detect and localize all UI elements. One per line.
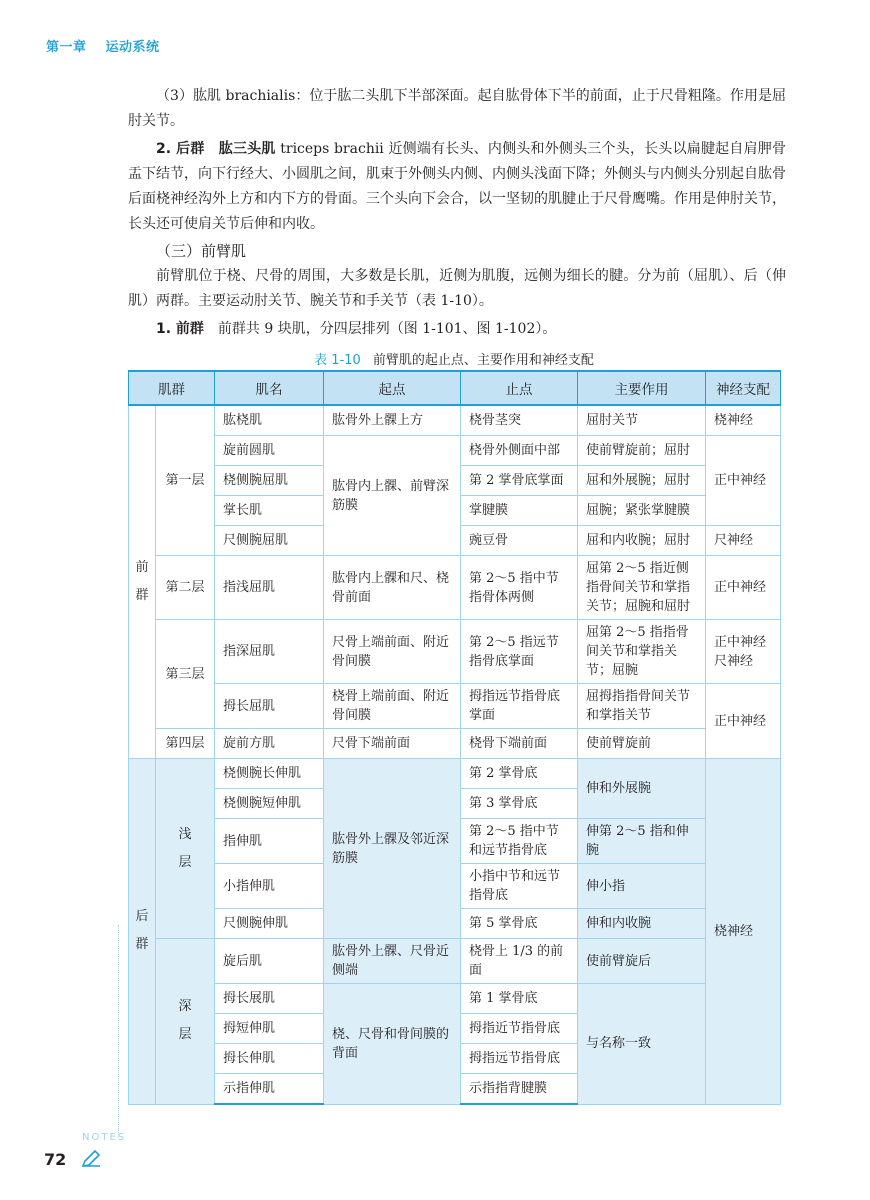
table-number: 表 1-10 (314, 353, 361, 368)
chapter-number: 第一章 (46, 40, 87, 55)
action-cell: 使前臂旋后 (578, 939, 706, 984)
insertion-cell: 第 3 掌骨底 (461, 789, 578, 819)
muscle-name: 拇短伸肌 (215, 1014, 324, 1044)
table-row (129, 684, 781, 729)
origin-cell: 桡、尺骨和骨间膜的背面 (324, 984, 461, 1105)
action-cell: 屈肘关节 (578, 405, 706, 436)
nerve-cell: 桡神经 (706, 405, 781, 436)
origin-cell: 桡骨上端前面、附近骨间膜 (324, 684, 461, 729)
insertion-cell: 示指指背腱膜 (461, 1074, 578, 1105)
insertion-cell: 第 2～5 指中节和远节指骨底 (461, 819, 578, 864)
insertion-cell: 小指中节和远节指骨底 (461, 864, 578, 909)
layer-3-cell: 第三层 (156, 620, 215, 729)
body-text (128, 84, 786, 342)
insertion-cell: 拇指近节指骨底 (461, 1014, 578, 1044)
action-cell: 使前臂旋前 (578, 729, 706, 759)
posterior-group-text: triceps brachii 近侧端有长头、内侧头和外侧头三个头，长头以扁腱起自肩胛骨盂下结节，向下行经大、小圆肌之间，肌束于外侧头内侧、内侧头浅面下降；外侧头与内侧头分别起自肱骨后面桡神经沟外上方和内下方的骨面。三个头向下会合，以一坚韧的肌腱止于尺骨鹰嘴。作用是伸肘关节，长头还可使肩关节后伸和内收。 (128, 141, 787, 232)
muscle-name: 指浅屈肌 (215, 556, 324, 620)
action-cell: 屈第 2～5 指指骨间关节和掌指关节；屈腕 (578, 620, 706, 684)
insertion-cell: 桡骨茎突 (461, 405, 578, 436)
action-cell: 屈拇指指骨间关节和掌指关节 (578, 684, 706, 729)
muscle-name: 桡侧腕屈肌 (215, 466, 324, 496)
table-row (129, 939, 781, 984)
insertion-cell: 拇指远节指骨底 (461, 1044, 578, 1074)
insertion-cell: 第 1 掌骨底 (461, 984, 578, 1014)
col-header-nerve: 神经支配 (706, 371, 781, 405)
action-cell: 使前臂旋前；屈肘 (578, 436, 706, 466)
nerve-cell: 正中神经 (706, 436, 781, 526)
table-title: 前臂肌的起止点、主要作用和神经支配 (372, 353, 594, 368)
forearm-muscle-table (128, 370, 781, 1105)
muscle-name: 尺侧腕屈肌 (215, 526, 324, 556)
muscle-name: 旋前方肌 (215, 729, 324, 759)
insertion-cell: 拇指远节指骨底掌面 (461, 684, 578, 729)
action-cell: 伸和外展腕 (578, 759, 706, 819)
table-row (129, 729, 781, 759)
insertion-cell: 桡骨外侧面中部 (461, 436, 578, 466)
shallow-layer-label: 浅层 (178, 826, 192, 870)
col-header-name: 肌名 (215, 371, 324, 405)
col-header-origin: 起点 (324, 371, 461, 405)
front-group-label: 前群 (135, 560, 149, 603)
muscle-name: 拇长屈肌 (215, 684, 324, 729)
front-group-cell (129, 405, 156, 759)
nerve-cell: 正中神经 尺神经 (706, 620, 781, 684)
nerve-cell: 正中神经 (706, 556, 781, 620)
shallow-layer-cell (156, 759, 215, 939)
anterior-group-heading: 1. 前群 (156, 321, 204, 337)
action-cell: 伸第 2～5 指和伸腕 (578, 819, 706, 864)
action-cell: 屈腕；紧张掌腱膜 (578, 496, 706, 526)
origin-cell: 肱骨外上髁、尺骨近侧端 (324, 939, 461, 984)
table-header-row (129, 371, 781, 405)
nerve-cell: 尺神经 (706, 526, 781, 556)
layer-4-cell: 第四层 (156, 729, 215, 759)
insertion-cell: 第 2 掌骨底掌面 (461, 466, 578, 496)
origin-cell: 肱骨外上髁上方 (324, 405, 461, 436)
muscle-name: 指伸肌 (215, 819, 324, 864)
chapter-title: 运动系统 (105, 40, 160, 55)
muscle-name: 桡侧腕长伸肌 (215, 759, 324, 789)
paragraph-forearm: 前臂肌位于桡、尺骨的周围，大多数是长肌，近侧为肌腹，远侧为细长的腱。分为前（屈肌）、后（伸肌）两群。主要运动肘关节、腕关节和手关节（表 1-10）。 (128, 268, 786, 309)
insertion-cell: 第 2 掌骨底 (461, 759, 578, 789)
table-row (129, 620, 781, 684)
origin-cell: 尺骨下端前面 (324, 729, 461, 759)
table-row (129, 405, 781, 436)
action-cell: 屈第 2～5 指近侧指骨间关节和掌指关节；屈腕和屈肘 (578, 556, 706, 620)
origin-cell: 肱骨内上髁和尺、桡骨前面 (324, 556, 461, 620)
origin-cell: 肱骨外上髁及邻近深筋膜 (324, 759, 461, 939)
section-heading-forearm: （三）前臂肌 (156, 242, 247, 260)
muscle-name: 示指伸肌 (215, 1074, 324, 1105)
insertion-cell: 桡骨上 1/3 的前面 (461, 939, 578, 984)
layer-2-cell: 第二层 (156, 556, 215, 620)
layer-1-cell: 第一层 (156, 405, 215, 556)
insertion-cell: 第 5 掌骨底 (461, 909, 578, 939)
paragraph-posterior-group (128, 137, 786, 237)
muscle-name: 桡侧腕短伸肌 (215, 789, 324, 819)
deep-layer-cell (156, 939, 215, 1105)
insertion-cell: 第 2～5 指远节指骨底掌面 (461, 620, 578, 684)
nerve-cell: 桡神经 (706, 759, 781, 1105)
table-row (129, 556, 781, 620)
col-header-insertion: 止点 (461, 371, 578, 405)
muscle-name: 旋后肌 (215, 939, 324, 984)
action-cell: 屈和外展腕；屈肘 (578, 466, 706, 496)
table-row (129, 984, 781, 1014)
origin-cell: 尺骨上端前面、附近骨间膜 (324, 620, 461, 684)
insertion-cell: 第 2～5 指中节指骨体两侧 (461, 556, 578, 620)
paragraph-brachialis: （3）肱肌 brachialis：位于肱二头肌下半部深面。起自肱骨体下半的前面，止于尺骨粗隆。作用是屈肘关节。 (128, 88, 786, 129)
muscle-name: 尺侧腕伸肌 (215, 909, 324, 939)
back-group-cell (129, 759, 156, 1105)
insertion-cell: 豌豆骨 (461, 526, 578, 556)
running-header (46, 36, 174, 55)
muscle-name: 拇长展肌 (215, 984, 324, 1014)
muscle-name: 肱桡肌 (215, 405, 324, 436)
muscle-name: 小指伸肌 (215, 864, 324, 909)
posterior-group-heading: 2. 后群 肱三头肌 (156, 141, 276, 157)
table-row (129, 759, 781, 789)
muscle-name: 拇长伸肌 (215, 1044, 324, 1074)
insertion-cell: 桡骨下端前面 (461, 729, 578, 759)
muscle-name: 掌长肌 (215, 496, 324, 526)
insertion-cell: 掌腱膜 (461, 496, 578, 526)
origin-cell: 肱骨内上髁、前臂深筋膜 (324, 436, 461, 556)
col-header-group: 肌群 (129, 371, 215, 405)
back-group-label: 后群 (135, 909, 149, 953)
anterior-group-text: 前群共 9 块肌，分四层排列（图 1-101、图 1-102）。 (203, 321, 557, 337)
muscle-name: 旋前圆肌 (215, 436, 324, 466)
deep-layer-label: 深层 (178, 999, 192, 1043)
page-number: 72 (44, 1150, 67, 1169)
table-row (129, 436, 781, 466)
notes-dotted-line (118, 925, 119, 1137)
action-cell: 伸小指 (578, 864, 706, 909)
paragraph-anterior-group (128, 317, 786, 342)
col-header-action: 主要作用 (578, 371, 706, 405)
pencil-icon (80, 1149, 102, 1169)
table-caption (128, 349, 780, 368)
muscle-name: 指深屈肌 (215, 620, 324, 684)
notes-label: NOTES (82, 1132, 127, 1143)
action-cell: 屈和内收腕；屈肘 (578, 526, 706, 556)
nerve-cell: 正中神经 (706, 684, 781, 759)
action-cell: 伸和内收腕 (578, 909, 706, 939)
action-cell: 与名称一致 (578, 984, 706, 1105)
